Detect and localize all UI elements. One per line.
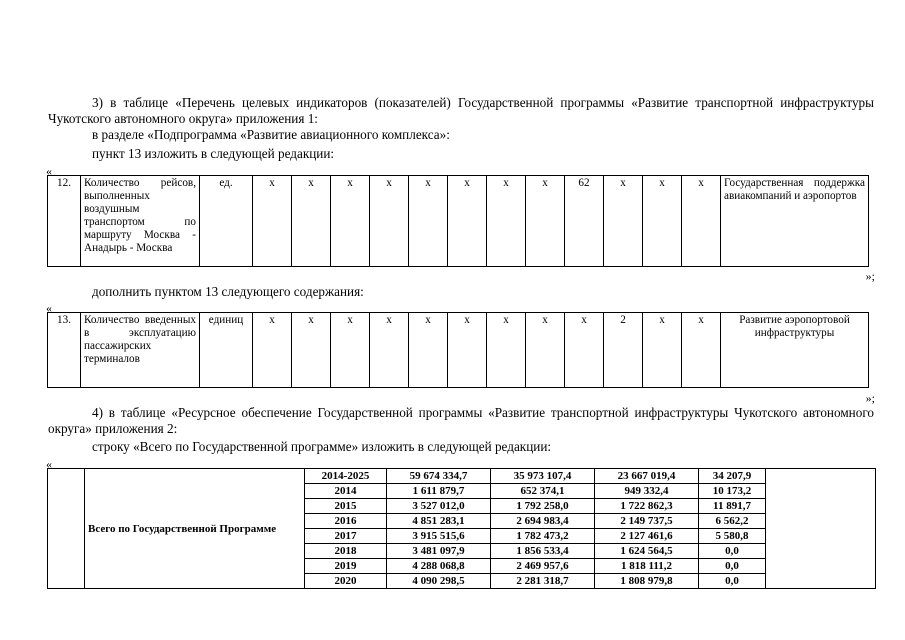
funding-cell: 5 580,8 xyxy=(699,529,766,544)
funding-cell: 1 792 258,0 xyxy=(491,499,595,514)
note-cell: Развитие аэропортовой инфраструктуры xyxy=(721,313,869,388)
unit-cell: ед. xyxy=(200,176,253,267)
funding-cell: 0,0 xyxy=(699,559,766,574)
close-quote: »; xyxy=(865,269,875,283)
funding-cell: 1 808 979,8 xyxy=(595,574,699,589)
open-quote-2: « xyxy=(46,301,52,315)
close-quote-2: »; xyxy=(865,391,875,405)
value-cell: х xyxy=(253,176,292,267)
total-cell: 3 915 515,6 xyxy=(387,529,491,544)
value-cell: 62 xyxy=(565,176,604,267)
indicator-name: Количество введенных в эксплуатацию пассажирских терминалов xyxy=(81,313,200,388)
value-cell: х xyxy=(487,313,526,388)
value-cell: х xyxy=(409,313,448,388)
funding-cell: 1 818 111,2 xyxy=(595,559,699,574)
value-cell: х xyxy=(604,176,643,267)
table-row xyxy=(48,176,869,267)
period-cell: 2016 xyxy=(305,514,387,529)
funding-cell: 0,0 xyxy=(699,544,766,559)
value-cell: х xyxy=(526,176,565,267)
value-cell: х xyxy=(643,176,682,267)
funding-cell: 1 722 862,3 xyxy=(595,499,699,514)
indicator-table-row13 xyxy=(47,312,869,388)
value-cell: х xyxy=(682,176,721,267)
value-cell: х xyxy=(565,313,604,388)
period-cell: 2014-2025 xyxy=(305,469,387,484)
total-cell: 4 851 283,1 xyxy=(387,514,491,529)
value-cell: 2 xyxy=(604,313,643,388)
row-number: 12. xyxy=(48,176,81,267)
empty-cell xyxy=(48,469,85,589)
value-cell: х xyxy=(253,313,292,388)
funding-cell: 11 891,7 xyxy=(699,499,766,514)
period-cell: 2015 xyxy=(305,499,387,514)
funding-cell: 2 149 737,5 xyxy=(595,514,699,529)
value-cell: х xyxy=(682,313,721,388)
funding-cell: 10 173,2 xyxy=(699,484,766,499)
note-cell: Государственная поддержка авиакомпаний и аэропортов xyxy=(721,176,869,267)
indicator-table-row12 xyxy=(47,175,869,267)
total-cell: 3 527 012,0 xyxy=(387,499,491,514)
value-cell: х xyxy=(292,176,331,267)
period-cell: 2020 xyxy=(305,574,387,589)
empty-cell xyxy=(766,469,876,589)
total-cell: 3 481 097,9 xyxy=(387,544,491,559)
value-cell: х xyxy=(487,176,526,267)
value-cell: х xyxy=(292,313,331,388)
unit-cell: единиц xyxy=(200,313,253,388)
funding-cell: 2 469 957,6 xyxy=(491,559,595,574)
table-row xyxy=(48,313,869,388)
value-cell: х xyxy=(370,176,409,267)
total-cell: 4 288 068,8 xyxy=(387,559,491,574)
funding-cell: 2 694 983,4 xyxy=(491,514,595,529)
row-line: строку «Всего по Государственной программе» изложить в следующей редакции: xyxy=(92,439,552,454)
funding-cell: 6 562,2 xyxy=(699,514,766,529)
total-cell: 1 611 879,7 xyxy=(387,484,491,499)
value-cell: х xyxy=(409,176,448,267)
funding-cell: 652 374,1 xyxy=(491,484,595,499)
item-line: пункт 13 изложить в следующей редакции: xyxy=(92,146,335,161)
funding-cell: 1 782 473,2 xyxy=(491,529,595,544)
funding-cell: 34 207,9 xyxy=(699,469,766,484)
indicator-name: Количество рейсов, выполненных воздушным транспортом по маршруту Москва - Анадырь - Москва xyxy=(81,176,200,267)
funding-cell: 1 624 564,5 xyxy=(595,544,699,559)
table-row xyxy=(48,469,876,484)
value-cell: х xyxy=(448,313,487,388)
period-cell: 2017 xyxy=(305,529,387,544)
value-cell: х xyxy=(370,313,409,388)
section4-intro: 4) в таблице «Ресурсное обеспечение Государственной программы «Развитие транспортной инфраструктуры Чукотского автономного округа» приложения 2: xyxy=(48,405,874,436)
value-cell: х xyxy=(331,313,370,388)
funding-cell: 949 332,4 xyxy=(595,484,699,499)
period-cell: 2019 xyxy=(305,559,387,574)
total-cell: 4 090 298,5 xyxy=(387,574,491,589)
period-cell: 2014 xyxy=(305,484,387,499)
funding-cell: 23 667 019,4 xyxy=(595,469,699,484)
section3-intro: 3) в таблице «Перечень целевых индикаторов (показателей) Государственной программы «Развитие транспортной инфраструктуры Чукотского автономного округа» приложения 1: xyxy=(48,95,874,126)
add-line: дополнить пунктом 13 следующего содержания: xyxy=(92,284,364,299)
open-quote: « xyxy=(46,164,52,178)
section-line: в разделе «Подпрограмма «Развитие авиационного комплекса»: xyxy=(92,127,450,142)
funding-cell: 35 973 107,4 xyxy=(491,469,595,484)
funding-cell: 1 856 533,4 xyxy=(491,544,595,559)
value-cell: х xyxy=(526,313,565,388)
period-cell: 2018 xyxy=(305,544,387,559)
open-quote-3: « xyxy=(46,457,52,471)
funding-cell: 2 127 461,6 xyxy=(595,529,699,544)
value-cell: х xyxy=(331,176,370,267)
value-cell: х xyxy=(643,313,682,388)
funding-cell: 2 281 318,7 xyxy=(491,574,595,589)
resource-table xyxy=(47,468,876,589)
value-cell: х xyxy=(448,176,487,267)
total-cell: 59 674 334,7 xyxy=(387,469,491,484)
total-label: Всего по Государственной Программе xyxy=(85,469,305,589)
funding-cell: 0,0 xyxy=(699,574,766,589)
row-number: 13. xyxy=(48,313,81,388)
